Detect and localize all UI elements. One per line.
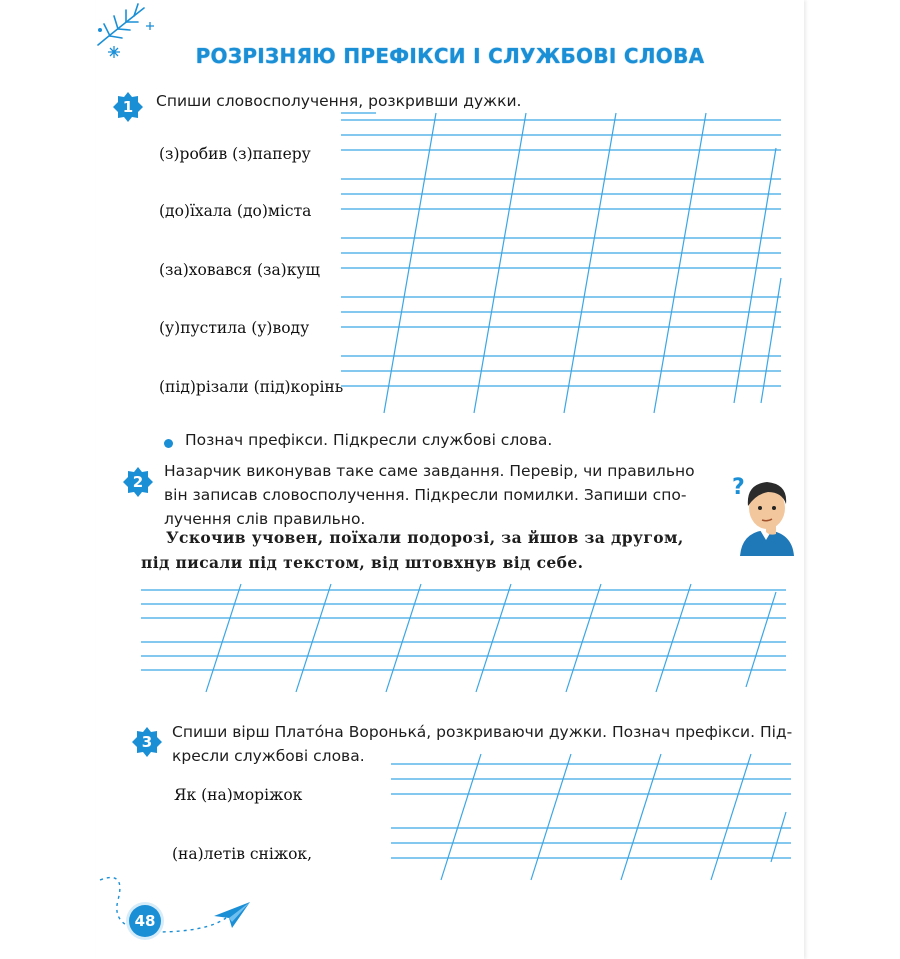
phrase: (з)робив (з)паперу xyxy=(159,145,311,163)
writing-lines-area[interactable] xyxy=(136,582,791,700)
writing-lines-area[interactable] xyxy=(336,108,786,418)
subtask-text: Познач префікси. Підкресли службові слова. xyxy=(185,431,553,449)
instruction-line: лучення слів правильно. xyxy=(164,510,366,528)
phrase: (у)пустила (у)воду xyxy=(159,319,310,337)
task-instruction: Спиши словосполучення, розкривши дужки. xyxy=(156,92,522,110)
boy-thinking-icon xyxy=(732,470,802,556)
sentence-line: під писали під текстом, від штовхнув від себе. xyxy=(141,553,584,572)
task-number: 2 xyxy=(132,473,144,491)
phrase: (за)ховався (за)кущ xyxy=(159,261,320,279)
phrase: (на)летів сніжок, xyxy=(172,845,313,863)
task-number: 1 xyxy=(122,98,134,116)
phrase: (під)різали (під)корінь xyxy=(159,378,344,396)
task-number-badge xyxy=(123,467,153,497)
task-number: 3 xyxy=(141,733,153,751)
page-number: 48 xyxy=(129,905,161,937)
task-instruction xyxy=(164,459,695,531)
phrase: (до)їхала (до)міста xyxy=(159,202,312,220)
paper-plane-icon xyxy=(214,902,250,928)
sentence-line: Ускочив учовен, поїхали подорозі, за йшов за другом, xyxy=(166,528,684,547)
instruction-line: Назарчик виконував таке саме завдання. Перевір, чи правильно xyxy=(164,462,695,480)
bullet-icon xyxy=(164,439,173,448)
instruction-line: він записав словосполучення. Підкресли помилки. Запиши спо- xyxy=(164,486,687,504)
instruction-line: Спиши вірш Плато́на Воронька́, розкриваючи дужки. Познач префікси. Під- xyxy=(172,723,793,741)
task-number-badge xyxy=(132,727,162,757)
page-title: РОЗРІЗНЯЮ ПРЕФІКСИ І СЛУЖБОВІ СЛОВА xyxy=(195,44,705,68)
phrase: Як (на)моріжок xyxy=(174,786,303,804)
instruction-line: кресли службові слова. xyxy=(172,747,365,765)
writing-lines-area[interactable] xyxy=(386,752,796,884)
task-number-badge xyxy=(113,92,143,122)
question-mark: ? xyxy=(732,475,745,500)
workbook-page xyxy=(96,0,804,959)
